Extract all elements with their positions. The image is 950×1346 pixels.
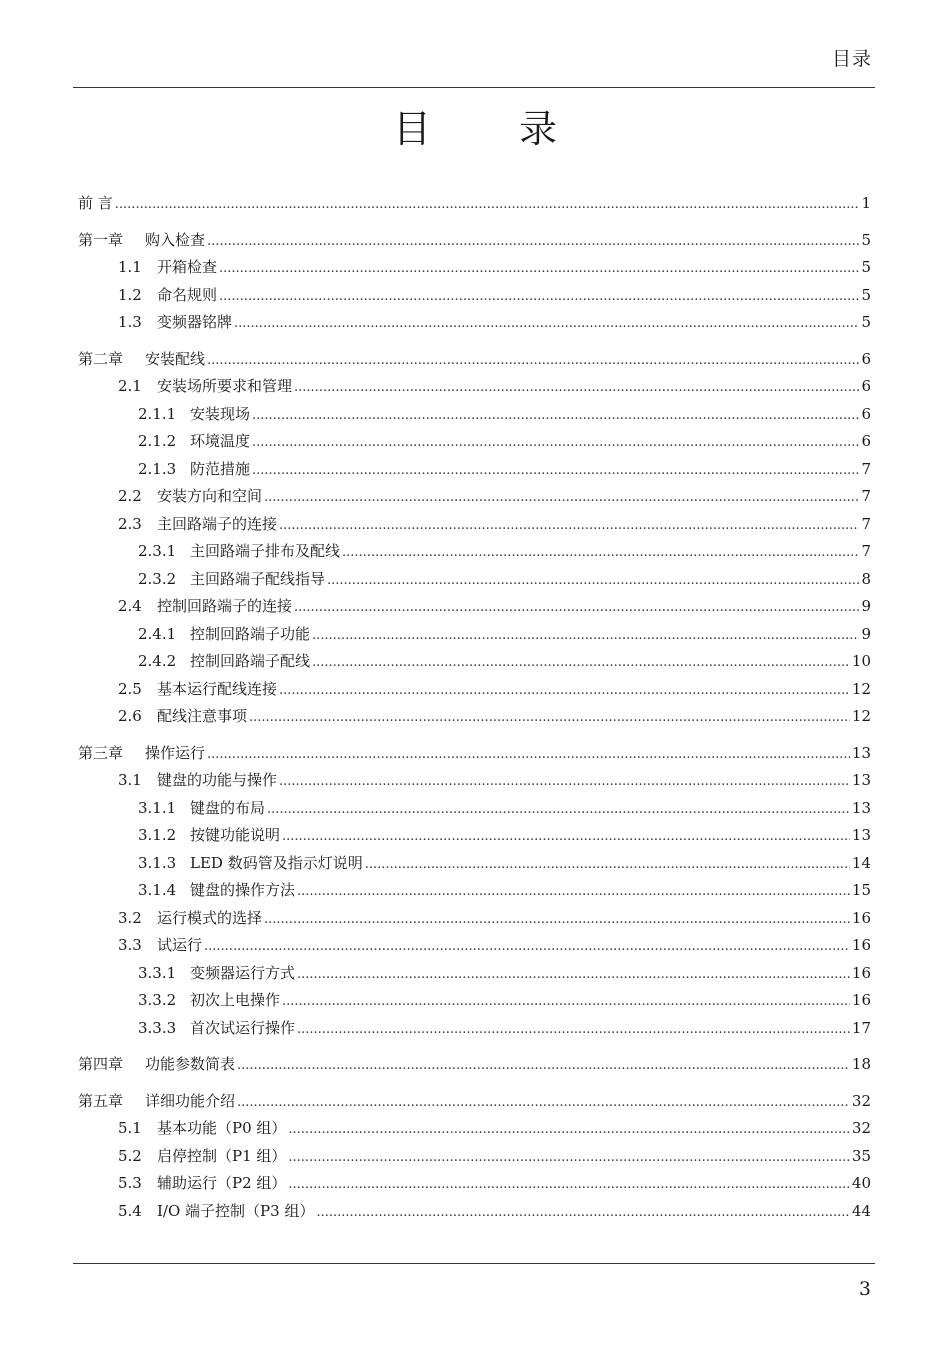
toc-entry-title: 键盘的布局: [190, 798, 266, 817]
toc-entry[interactable]: [78, 309, 871, 337]
toc-entry-number: 5.2: [118, 1146, 142, 1165]
toc-entry-title: 购入检查: [145, 230, 206, 249]
toc-entry-title: LED 数码管及指示灯说明: [190, 853, 363, 872]
toc-dot-leader: [267, 796, 850, 824]
page-title: 目 录: [392, 107, 596, 151]
toc-dot-leader: [288, 1116, 850, 1144]
toc-entry-number: 2.4.1: [138, 624, 177, 643]
toc-dot-leader: [219, 255, 859, 283]
toc-entry-title: 键盘的功能与操作: [157, 771, 278, 789]
toc-entry-title: 安装方向和空间: [157, 487, 263, 505]
toc-dot-leader: [279, 768, 850, 796]
toc-entry-number: 第一章: [78, 230, 124, 249]
toc-entry-number: 3.1.1: [138, 798, 177, 817]
toc-dot-leader: [365, 851, 850, 879]
toc-entry-page: 12: [851, 707, 871, 725]
toc-entry-title: 变频器运行方式: [190, 963, 296, 982]
toc-entry-title: 防范措施: [190, 459, 251, 478]
toc-entry-title: 详细功能介绍: [145, 1091, 236, 1110]
running-header: 目录: [831, 48, 872, 70]
toc-entry[interactable]: [78, 511, 871, 539]
toc-entry-number: 3.3.2: [138, 991, 177, 1009]
toc-entry-title: 试运行: [157, 936, 203, 954]
toc-dot-leader: [207, 228, 859, 256]
toc-dot-leader: [219, 283, 859, 311]
toc-entry-number: 2.1.2: [138, 432, 177, 450]
toc-entry-page: 7: [861, 459, 871, 478]
toc-entry-title: 开箱检查: [157, 258, 218, 276]
toc-entry-page: 7: [861, 514, 871, 533]
toc-entry-title: 启停控制（P1 组）: [157, 1146, 287, 1165]
toc-entry-page: 32: [851, 1091, 871, 1110]
toc-entry-number: 3.3.1: [138, 963, 177, 982]
toc-entry[interactable]: [78, 1143, 871, 1171]
toc-entry-title: 安装现场: [190, 404, 251, 423]
toc-entry-number: 5.1: [118, 1119, 142, 1137]
toc-entry[interactable]: [78, 1015, 871, 1043]
toc-dot-leader: [237, 1052, 850, 1080]
toc-entry[interactable]: [78, 1115, 871, 1143]
toc-entry-title: 初次上电操作: [190, 991, 281, 1009]
toc-entry[interactable]: [78, 190, 871, 218]
page-number: 3: [858, 1278, 871, 1300]
toc-entry-title: 安装配线: [145, 349, 206, 368]
toc-entry-page: 16: [851, 936, 871, 954]
toc-entry-page: 44: [851, 1201, 871, 1220]
toc-entry-number: 2.1.1: [138, 404, 177, 423]
toc-entry[interactable]: [78, 227, 871, 255]
toc-dot-leader: [297, 961, 850, 989]
toc-entry-page: 40: [851, 1174, 871, 1192]
toc-dot-leader: [312, 649, 850, 677]
toc-entry[interactable]: [78, 456, 871, 484]
toc-entry-page: 10: [851, 652, 871, 670]
toc-entry-number: 第四章: [78, 1055, 124, 1073]
toc-entry-title: 命名规则: [157, 285, 218, 304]
toc-dot-leader: [288, 1171, 850, 1199]
toc-dot-leader: [342, 539, 859, 567]
toc-entry[interactable]: [78, 740, 871, 768]
toc-entry-number: 3.2: [118, 908, 142, 927]
toc-dot-leader: [279, 512, 859, 540]
toc-entry-title: 环境温度: [190, 432, 251, 450]
toc-entry-page: 6: [861, 377, 871, 395]
toc-entry[interactable]: [78, 850, 871, 878]
toc-entry-number: 3.1.2: [138, 826, 177, 844]
toc-entry-page: 35: [851, 1146, 871, 1165]
toc-entry-title: 运行模式的选择: [157, 908, 263, 927]
toc-entry[interactable]: [78, 932, 871, 960]
toc-dot-leader: [316, 1199, 849, 1227]
toc-dot-leader: [207, 347, 859, 375]
toc-entry-number: 2.4: [118, 597, 142, 615]
toc-entry[interactable]: [78, 282, 871, 310]
toc-entry-title: 主回路端子配线指导: [190, 569, 326, 588]
toc-entry[interactable]: [78, 428, 871, 456]
toc-entry-page: 7: [861, 487, 871, 505]
toc-entry-title: 功能参数简表: [145, 1055, 236, 1073]
toc-entry[interactable]: [78, 987, 871, 1015]
toc-entry-number: 2.4.2: [138, 652, 177, 670]
toc-entry-title: 控制回路端子配线: [190, 652, 311, 670]
toc-dot-leader: [279, 677, 850, 705]
toc-dot-leader: [252, 457, 859, 485]
toc-entry-number: 1.3: [118, 313, 142, 331]
toc-entry-number: 第五章: [78, 1091, 124, 1110]
toc-dot-leader: [288, 1144, 850, 1172]
toc-entry-title: 安装场所要求和管理: [157, 377, 293, 395]
toc-dot-leader: [204, 933, 850, 961]
toc-entry-page: 1: [861, 194, 871, 212]
toc-entry[interactable]: [78, 401, 871, 429]
toc-entry-number: 2.3: [118, 514, 142, 533]
toc-entry-number: 2.3.1: [138, 542, 177, 560]
toc-entry-title: 变频器铭牌: [157, 313, 233, 331]
toc-entry-number: 2.1: [118, 377, 142, 395]
toc-entry[interactable]: [78, 877, 871, 905]
toc-dot-leader: [297, 1016, 850, 1044]
toc-entry-number: 3.1: [118, 771, 142, 789]
toc-dot-leader: [234, 310, 859, 338]
toc-entry-title: 主回路端子的连接: [157, 514, 278, 533]
toc-entry[interactable]: [78, 960, 871, 988]
toc-entry[interactable]: [78, 822, 871, 850]
toc-entry-page: 9: [861, 624, 871, 643]
toc-entry-number: 2.2: [118, 487, 142, 505]
toc-dot-leader: [282, 823, 850, 851]
toc-entry-title: 操作运行: [145, 743, 206, 762]
toc-dot-leader: [294, 594, 859, 622]
toc-entry-page: 9: [861, 597, 871, 615]
toc-entry-title: 基本运行配线连接: [157, 679, 278, 698]
toc-entry-number: 3.1.4: [138, 881, 177, 899]
toc-entry-title: 控制回路端子功能: [190, 624, 311, 643]
toc-dot-leader: [297, 878, 850, 906]
toc-entry-title: 主回路端子排布及配线: [190, 542, 341, 560]
toc-entry-page: 5: [861, 285, 871, 304]
toc-entry-title: 按键功能说明: [190, 826, 281, 844]
toc-entry-page: 5: [861, 258, 871, 276]
toc-entry-number: 5.4: [118, 1201, 142, 1220]
toc-entry-number: 2.6: [118, 707, 142, 725]
toc-entry-page: 13: [851, 771, 871, 789]
toc-entry-number: 2.5: [118, 679, 142, 698]
toc-entry[interactable]: [78, 566, 871, 594]
toc-entry[interactable]: [78, 795, 871, 823]
toc-entry-title: 基本功能（P0 组）: [157, 1119, 287, 1137]
toc-entry-number: 3.3: [118, 936, 142, 954]
toc-entry-number: 1.2: [118, 285, 142, 304]
toc-entry[interactable]: [78, 621, 871, 649]
toc-entry[interactable]: [78, 254, 871, 282]
toc-entry-number: 第三章: [78, 743, 124, 762]
toc-entry-title: I/O 端子控制（P3 组）: [157, 1201, 315, 1220]
toc-entry[interactable]: [78, 538, 871, 566]
toc-entry-page: 32: [851, 1119, 871, 1137]
toc-entry[interactable]: [78, 1170, 871, 1198]
toc-entry-page: 18: [851, 1055, 871, 1073]
toc-entry[interactable]: [78, 1088, 871, 1116]
toc-entry-page: 15: [851, 881, 871, 899]
toc-entry-page: 16: [851, 908, 871, 927]
toc-entry[interactable]: [78, 373, 871, 401]
toc-entry-page: 8: [861, 569, 871, 588]
toc-entry-page: 6: [861, 404, 871, 423]
toc-entry[interactable]: [78, 1198, 871, 1226]
toc-dot-leader: [252, 429, 859, 457]
toc-entry-page: 14: [851, 853, 871, 872]
toc-entry[interactable]: [78, 905, 871, 933]
toc-entry-title: 键盘的操作方法: [190, 881, 296, 899]
toc-entry-title: 配线注意事项: [157, 707, 248, 725]
toc-entry[interactable]: [78, 593, 871, 621]
toc-entry-page: 6: [861, 432, 871, 450]
toc-entry[interactable]: [78, 1051, 871, 1079]
toc-entry-number: 2.1.3: [138, 459, 177, 478]
footer-divider: [73, 1263, 875, 1264]
toc-dot-leader: [207, 741, 850, 769]
toc-entry-page: 5: [861, 313, 871, 331]
header-divider: [73, 87, 875, 88]
toc-dot-leader: [282, 988, 850, 1016]
toc-entry-title: 首次试运行操作: [190, 1018, 296, 1037]
toc-dot-leader: [264, 906, 850, 934]
toc-entry[interactable]: [78, 648, 871, 676]
toc-entry[interactable]: [78, 767, 871, 795]
toc-entry[interactable]: [78, 346, 871, 374]
toc-entry-number: 2.3.2: [138, 569, 177, 588]
toc-entry-title: 辅助运行（P2 组）: [157, 1174, 287, 1192]
toc-dot-leader: [237, 1089, 850, 1117]
toc-entry[interactable]: [78, 676, 871, 704]
toc-dot-leader: [264, 484, 859, 512]
toc-entry-page: 17: [851, 1018, 871, 1037]
toc-entry-title: 前 言: [78, 194, 113, 212]
toc-entry-number: 1.1: [118, 258, 142, 276]
toc-entry-page: 16: [851, 991, 871, 1009]
toc-entry-page: 6: [861, 349, 871, 368]
toc-dot-leader: [294, 374, 859, 402]
toc-dot-leader: [252, 402, 859, 430]
toc-entry-number: 3.1.3: [138, 853, 177, 872]
toc-entry[interactable]: [78, 483, 871, 511]
toc-entry-number: 3.3.3: [138, 1018, 177, 1037]
toc-entry-page: 7: [861, 542, 871, 560]
toc-dot-leader: [115, 191, 860, 219]
toc-entry-page: 16: [851, 963, 871, 982]
table-of-contents: [78, 190, 871, 1225]
toc-entry-page: 13: [851, 798, 871, 817]
toc-entry-page: 12: [851, 679, 871, 698]
toc-entry-page: 13: [851, 826, 871, 844]
toc-dot-leader: [312, 622, 859, 650]
toc-entry-number: 5.3: [118, 1174, 142, 1192]
toc-entry-page: 5: [861, 230, 871, 249]
toc-dot-leader: [249, 704, 850, 732]
toc-entry[interactable]: [78, 703, 871, 731]
toc-entry-page: 13: [851, 743, 871, 762]
toc-entry-title: 控制回路端子的连接: [157, 597, 293, 615]
toc-entry-number: 第二章: [78, 349, 124, 368]
toc-dot-leader: [327, 567, 859, 595]
